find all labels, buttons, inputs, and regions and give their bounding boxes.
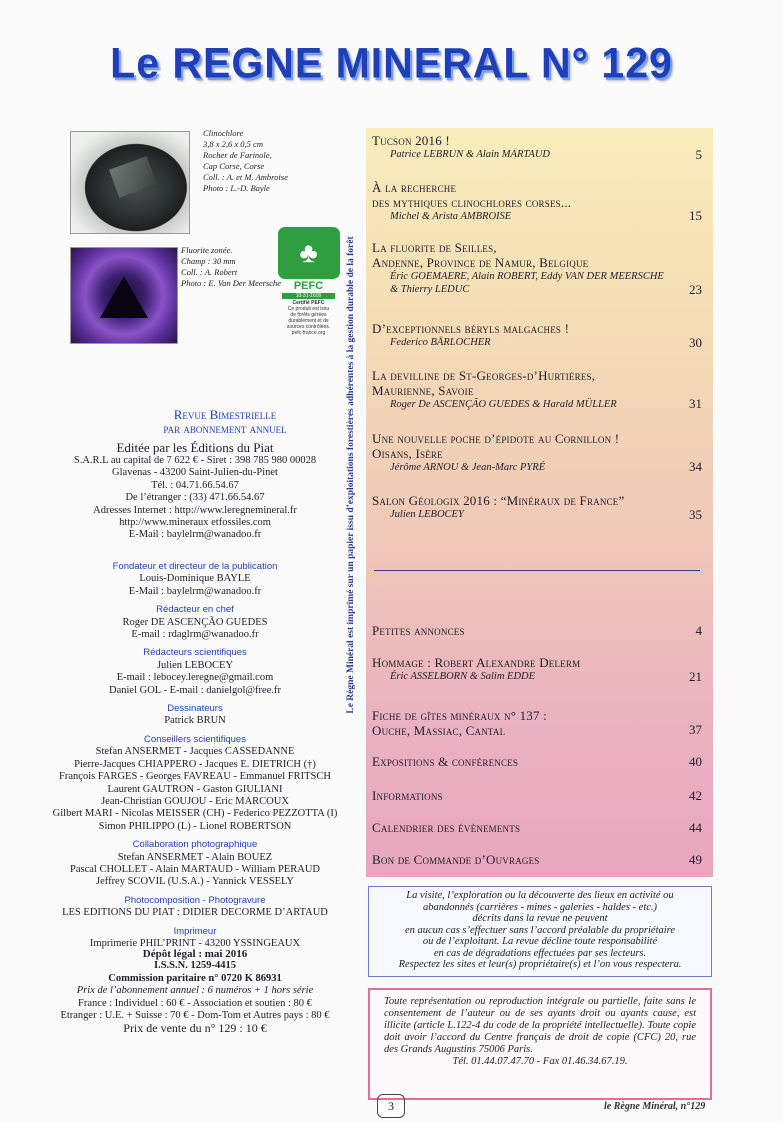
toc-entry-title: Bon de Commande d’Ouvrages — [372, 852, 540, 867]
toc-entry-title: Salon Géologix 2016 : “Minéraux de France” — [372, 493, 625, 508]
staff-line: Pierre-Jacques CHIAPPERO - Jacques E. DIETRICH (†) — [74, 758, 316, 770]
toc-entry-title: La devilline de St-Georges-d’Hurtières, — [372, 368, 596, 383]
toc-entry — [372, 754, 702, 769]
toc-entry-title: Maurienne, Savoie — [372, 383, 474, 398]
staff-line: Laurent GAUTRON - Gaston GIULIANI — [107, 783, 283, 795]
toc-entry-authors: Éric ASSELBORN & Salim EDDE — [390, 671, 536, 682]
staff-line: Louis-Dominique BAYLE — [139, 573, 251, 585]
toc-entry-page: 15 — [689, 208, 702, 223]
toc-entry-title: Ouche, Massiac, Cantal — [372, 723, 506, 738]
toc-entry-page: 35 — [689, 507, 702, 522]
notice-line: ou de l’exploitant. La revue décline toute responsabilité — [422, 936, 658, 947]
notice-line: en aucun cas s’effectuer sans l’accord préalable du propriétaire — [404, 924, 676, 936]
toc-entry — [372, 623, 702, 638]
toc-entry — [372, 240, 702, 296]
staff-line: Gilbert MARI - Nicolas MEISSER (CH) - Federico PEZZOTTA (I) — [52, 808, 338, 820]
legal-block: Dépôt légal : mai 2016 I.S.S.N. 1259-4415 Commission paritaire n° 0720 K 86931 Prix de l’abonnement annuel : 6 numéros + 1 hors série France : Individuel : 60 € - Association et soutien : 80 € Etranger : U.E. + Suisse : 70 € - Dom-Tom et Autres pays : 80 € Prix de vente du n° 129 : 10 € — [60, 948, 330, 1036]
toc-entry — [372, 133, 702, 161]
pefc-certification: ♣ PEFC 10-31-1609 Certifié PEFC Ce produit est issu de forêts gérées durablement et de sources contrôlées. pefc-france.org — [276, 227, 341, 342]
toc-entry — [372, 321, 702, 349]
paper-notice-vertical: Le Règne Minéral est imprimé sur un papier issu d’exploitations forestières adhérentes à la gestion durable de la forêt — [346, 236, 356, 714]
staff-section-head: Photocomposition - Photogravure — [124, 894, 266, 906]
site-visit-notice — [368, 886, 712, 977]
clinochlore-photo — [70, 131, 190, 234]
staff-line: Jean-Christian GOUJOU - Eric MARCOUX — [101, 795, 289, 807]
toc-entry-page: 23 — [689, 282, 702, 297]
toc-entry — [372, 493, 702, 521]
toc-entry-page: 4 — [695, 623, 702, 638]
staff-line: Daniel GOL - E-mail : danielgol@free.fr — [109, 684, 281, 696]
revue-bimestrielle: Revue Bimestrielle par abonnement annuel — [163, 407, 287, 436]
staff-line: Imprimerie PHIL’PRINT - 43200 YSSINGEAUX — [89, 937, 301, 949]
staff-line: Roger DE ASCENÇÃO GUEDES — [122, 616, 268, 628]
notice-line: Respectez les sites et leur(s) propriétaire(s) et l’on vous respectera. — [398, 959, 682, 970]
toc-entry-title: La fluorite de Seilles, — [372, 240, 497, 255]
toc-entry-authors: Julien LEBOCEY — [390, 509, 464, 520]
toc-entry-page: 40 — [689, 754, 702, 769]
toc-entry — [372, 852, 702, 867]
toc-entry — [372, 820, 702, 835]
toc-entry-page: 30 — [689, 335, 702, 350]
toc-entry-title: Expositions & conférences — [372, 754, 519, 769]
toc-entry-title: À la recherche — [372, 180, 457, 195]
staff-section-head: Rédacteurs scientifiques — [143, 647, 247, 659]
pefc-tree-icon: ♣ — [278, 227, 340, 279]
staff-line: Patrick BRUN — [164, 715, 226, 727]
toc-entry-title: Fiche de gîtes minéraux n° 137 : — [372, 708, 547, 723]
staff-line: Julien LEBOCEY — [156, 659, 234, 671]
staff-line: LES EDITIONS DU PIAT : DIDIER DECORME D’ARTAUD — [62, 907, 328, 919]
staff-line: E-Mail : baylelrm@wanadoo.fr — [128, 585, 262, 597]
toc-entry-title: Petites annonces — [372, 623, 465, 638]
toc-entry — [372, 431, 702, 474]
toc-entry-title: Hommage : Robert Alexandre Delerm — [372, 655, 581, 670]
toc-entry-authors: Jérôme ARNOU & Jean-Marc PYRÉ — [390, 462, 546, 473]
notice-line: décrits dans la revue ne peuvent — [472, 913, 608, 924]
toc-entry-authors: & Thierry LEDUC — [390, 284, 470, 295]
staff-line: E-mail : rdaglrm@wanadoo.fr — [131, 629, 259, 641]
notice-line: en cas de dégradations effectuées par ses lecteurs. — [433, 947, 647, 959]
staff-line: Jeffrey SCOVIL (U.S.A.) - Yannick VESSELY — [96, 876, 294, 888]
toc-entry — [372, 708, 702, 738]
toc-entry-title: Calendrier des évènements — [372, 820, 521, 835]
staff-section-head: Imprimeur — [173, 925, 217, 937]
notice-line: abandonnés (carrières - mines - galeries - haldes - etc.) — [422, 901, 658, 913]
staff-section-head: Collaboration photographique — [132, 839, 258, 851]
toc-entry — [372, 368, 702, 411]
toc-entry-title: des mythiques clinochlores corses... — [372, 195, 572, 210]
table-of-contents — [366, 128, 713, 877]
staff-line: François FARGES - Georges FAVREAU - Emmanuel FRITSCH — [59, 771, 331, 783]
toc-entry-title: Une nouvelle poche d’épidote au Cornillon ! — [372, 431, 620, 446]
toc-entry-page: 49 — [689, 852, 702, 867]
toc-entry-title: D’exceptionnels béryls malgaches ! — [372, 321, 570, 336]
toc-entry-page: 5 — [695, 147, 702, 162]
toc-entry-page: 34 — [689, 459, 702, 474]
staff-line: Stefan ANSERMET - Alain BOUEZ — [117, 851, 273, 863]
toc-entry-authors: Éric GOEMAERE, Alain ROBERT, Eddy VAN DER MEERSCHE — [390, 271, 664, 282]
toc-entry-title: Informations — [372, 788, 443, 803]
staff-section-head: Conseillers scientifiques — [144, 733, 246, 745]
staff-section-head: Fondateur et directeur de la publication — [112, 561, 278, 572]
staff-line: Stefan ANSERMET - Jacques CASSEDANNE — [95, 746, 295, 758]
toc-entry-title: Tucson 2016 ! — [372, 133, 450, 148]
staff-line: Simon PHILIPPO (L) - Lionel ROBERTSON — [98, 820, 292, 832]
toc-entry-title: Oisans, Isère — [372, 446, 443, 461]
toc-entry-authors: Roger De ASCENÇÃO GUEDES & Harald MÜLLER — [390, 399, 617, 410]
staff-section-head: Dessinateurs — [167, 703, 223, 715]
toc-divider — [374, 570, 700, 571]
notice-line: La visite, l’exploration ou la découverte des lieux en activité ou — [406, 890, 674, 901]
toc-entry-page: 42 — [689, 788, 702, 803]
staff-credits — [30, 555, 360, 950]
toc-entry-title: Andenne, Province de Namur, Belgique — [372, 255, 589, 270]
staff-line: Pascal CHOLLET - Alain MARTAUD - William PERAUD — [70, 863, 320, 875]
toc-entry-page: 31 — [689, 396, 702, 411]
clinochlore-caption: Clinochlore 3,8 x 2,6 x 0,5 cm Rocher de Farinole, Cap Corse, Corse Coll. : A. et M. Ambroise Photo : L.-D. Bayle — [203, 128, 288, 193]
fluorite-caption: Fluorite zonée. Champ : 30 mm Coll. : A. Robert Photo : E. Van Der Meersche — [181, 245, 282, 288]
toc-entry-authors: Michel & Arista AMBROISE — [390, 211, 512, 222]
toc-entry — [372, 788, 702, 803]
footer-title: le Règne Minéral, n°129 — [604, 1101, 706, 1112]
toc-entry-page: 21 — [689, 669, 702, 684]
fluorite-photo — [70, 247, 178, 344]
copyright-notice: Toute représentation ou reproduction intégrale ou partielle, faite sans le consentement de l’auteur ou de ses ayants droit ou ayants cause, est illicite (article L.122-4 du code de la propriété intellectuelle). Toute copie doit avoir l’accord du Centre français de droit de copie (CFC) 20, rue des Grands Augustins 75006 Paris. Tél. 01.44.07.47.70 - Fax 01.46.34.67.19. — [368, 988, 712, 1100]
staff-line: E-mail : lebocey.leregne@gmail.com — [116, 672, 274, 684]
toc-entry-page: 37 — [689, 722, 702, 737]
staff-section-head: Rédacteur en chef — [156, 604, 234, 616]
magazine-title: Le REGNE MINERAL N° 129 — [110, 38, 673, 88]
page-number: 3 — [377, 1094, 405, 1118]
toc-entry — [372, 655, 702, 683]
toc-entry — [372, 180, 702, 223]
toc-entry-authors: Patrice LEBRUN & Alain MARTAUD — [390, 149, 551, 160]
publisher-block: Editée par les Éditions du Piat S.A.R.L au capital de 7 622 € - Siret : 398 785 980 00028 Glavenas - 43200 Saint-Julien-du-Pinet Tél. : 04.71.66.54.67 De l’étranger : (33) 471.66.54.67 Adresses Internet : http://www.leregnemineral.fr http://www.mineraux etfossiles.com E-Mail : baylelrm@wanadoo.fr — [73, 440, 317, 541]
toc-entry-page: 44 — [689, 820, 702, 835]
toc-entry-authors: Federico BÄRLOCHER — [390, 337, 491, 348]
